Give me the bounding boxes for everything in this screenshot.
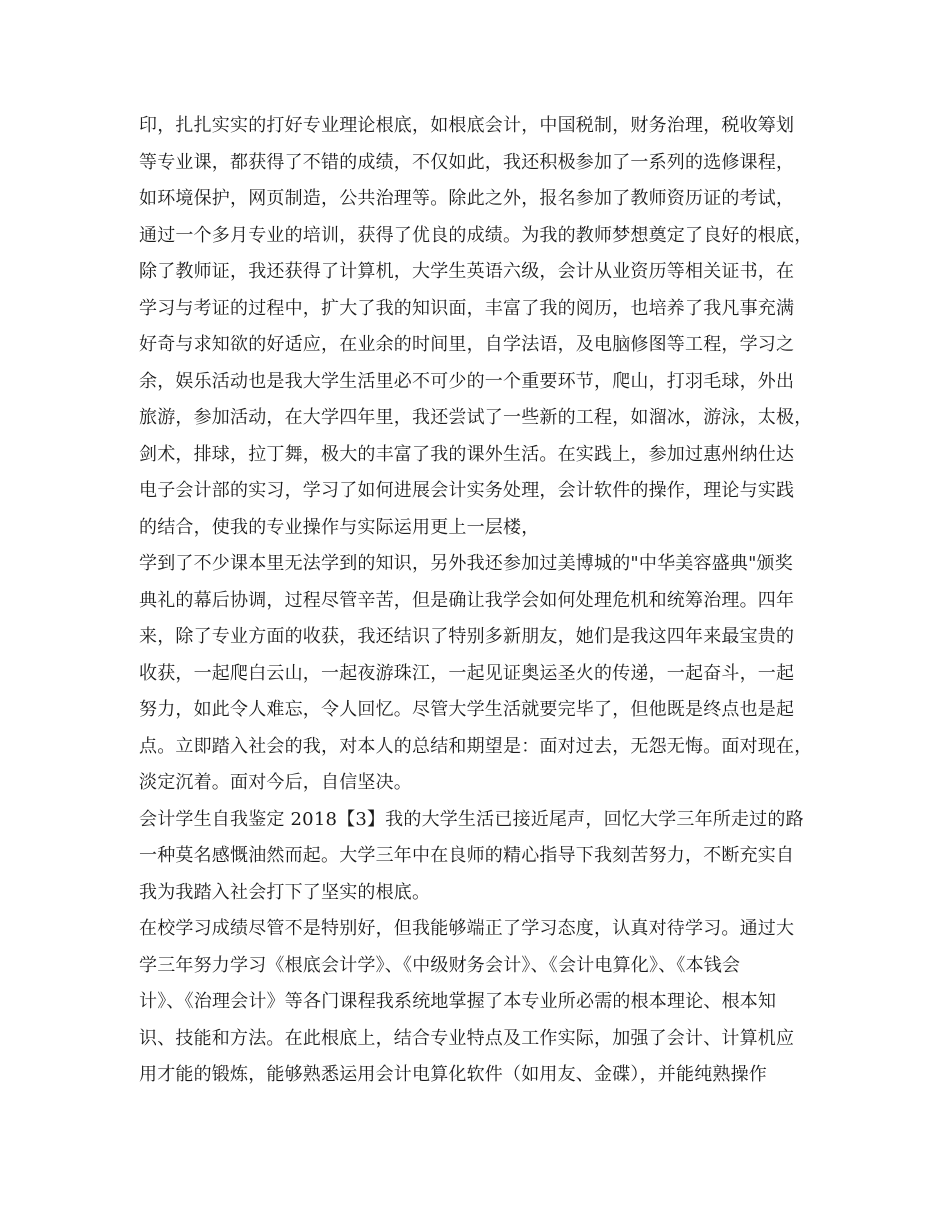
text-line: 除了教师证，我还获得了计算机，大学生英语六级，会计从业资历等相关证书，在: [139, 261, 795, 282]
text-line: 用才能的锻炼，能够熟悉运用会计电算化软件（如用友、金碟），并能纯熟操作: [139, 1064, 767, 1085]
text-line: 识、技能和方法。在此根底上，结合专业特点及工作实际，加强了会计、计算机应: [139, 1027, 795, 1049]
text-line: 学习与考证的过程中，扩大了我的知识面，丰富了我的阅历，也培养了我凡事充满: [139, 297, 795, 319]
text-line: 来，除了专业方面的收获，我还结识了特别多新朋友，她们是我这四年来最宝贵的: [139, 626, 795, 647]
text-line: 等专业课，都获得了不错的成绩，不仅如此，我还积极参加了一系列的选修课程，: [139, 151, 795, 173]
text-line: 如环境保护，网页制造，公共治理等。除此之外，报名参加了教师资历证的考试，: [139, 188, 795, 209]
text-line: 我为我踏入社会打下了坚实的根底。: [139, 881, 431, 903]
text-line: 点。立即踏入社会的我，对本人的总结和期望是：面对过去，无怨无悔。面对现在，: [139, 735, 813, 757]
text-line: 通过一个多月专业的培训，获得了优良的成绩。为我的教师梦想奠定了良好的根底，: [139, 224, 813, 246]
text-line: 一种莫名感慨油然而起。大学三年中在良师的精心指导下我刻苦努力，不断充实自: [139, 845, 795, 866]
text-line: 会计学生自我鉴定 2018【3】我的大学生活已接近尾声，回忆大学三年所走过的路: [139, 808, 804, 830]
text-line: 好奇与求知欲的好适应，在业余的时间里，自学法语，及电脑修图等工程，学习之: [139, 334, 795, 355]
text-line: 印，扎扎实实的打好专业理论根底，如根底会计，中国税制，财务治理，税收筹划: [139, 115, 795, 136]
text-line: 典礼的幕后协调，过程尽管辛苦，但是确让我学会如何处理危机和统筹治理。四年: [139, 589, 795, 611]
text-line: 学三年努力学习《根底会计学》、《中级财务会计》、《会计电算化》、《本钱会: [139, 954, 741, 976]
text-line: 学到了不少课本里无法学到的知识，另外我还参加过美博城的"中华美容盛典"颁奖: [139, 553, 793, 574]
body-text: [139, 108, 829, 1094]
text-line: 淡定沉着。面对今后，自信坚决。: [139, 772, 412, 793]
text-line: 的结合，使我的专业操作与实际运用更上一层楼，: [139, 516, 540, 538]
text-line: 努力，如此令人难忘，令人回忆。尽管大学生活就要完毕了，但他既是终点也是起: [139, 699, 795, 720]
text-line: 剑术，排球，拉丁舞，极大的丰富了我的课外生活。在实践上，参加过惠州纳仕达: [139, 443, 795, 465]
text-line: 收获，一起爬白云山，一起夜游珠江，一起见证奥运圣火的传递，一起奋斗，一起: [139, 662, 795, 684]
text-line: 旅游，参加活动，在大学四年里，我还尝试了一些新的工程，如溜冰，游泳，太极，: [139, 407, 813, 428]
text-line: 电子会计部的实习，学习了如何进展会计实务处理，会计软件的操作，理论与实践: [139, 480, 795, 501]
text-line: 余，娱乐活动也是我大学生活里必不可少的一个重要环节，爬山，打羽毛球，外出: [139, 370, 795, 392]
text-line: 计》、《治理会计》等各门课程我系统地掌握了本专业所必需的根本理论、根本知: [139, 991, 777, 1012]
text-line: 在校学习成绩尽管不是特别好，但我能够端正了学习态度，认真对待学习。通过大: [139, 918, 795, 939]
